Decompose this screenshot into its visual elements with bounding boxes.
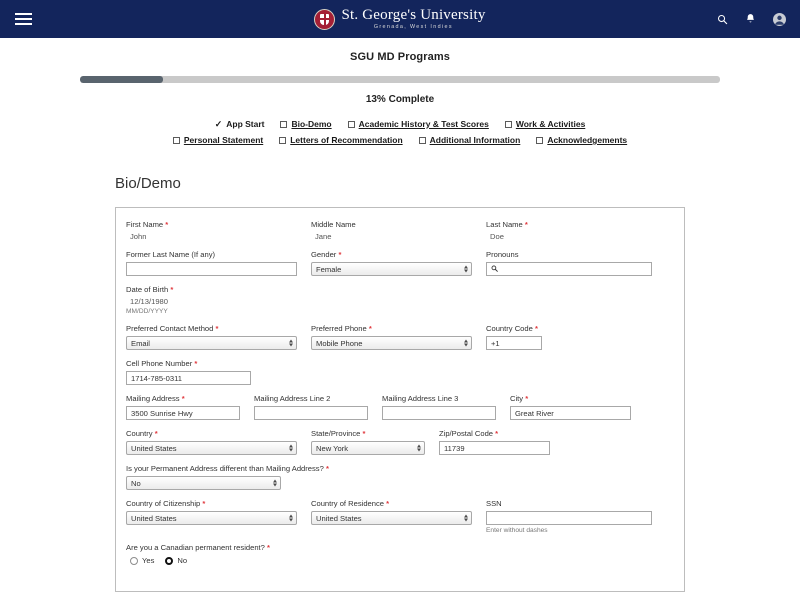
zip-label: Zip/Postal Code * (439, 429, 499, 438)
ssn-hint: Enter without dashes (486, 527, 548, 534)
required-marker: * (386, 499, 390, 508)
checkbox-icon (280, 121, 287, 128)
step-item-work-activities[interactable] (505, 119, 585, 129)
brand-logo (0, 0, 800, 38)
progress-fill (80, 76, 163, 83)
canadian-pr-label: Are you a Canadian permanent resident? * (126, 543, 270, 552)
ssn-input[interactable] (486, 511, 652, 525)
pronouns-search-input[interactable] (486, 262, 652, 276)
gender-select[interactable] (311, 262, 472, 276)
city-input[interactable]: Great River (510, 406, 631, 420)
date-of-birth-field (126, 285, 311, 315)
form-row-region (126, 429, 674, 455)
preferred-phone-select[interactable] (311, 336, 472, 350)
form-row-citizenship (126, 499, 674, 534)
citizenship-select[interactable] (126, 511, 297, 525)
step-item-letters-of-recommendation[interactable] (279, 135, 402, 145)
stepper-arrows-icon (289, 515, 293, 522)
step-label: Additional Information (429, 135, 521, 145)
nav-icon-group (717, 13, 800, 26)
step-label: Personal Statement (183, 135, 264, 145)
mailing-address-label: Mailing Address * (126, 394, 185, 403)
preferred-phone-label: Preferred Phone * (311, 324, 372, 333)
step-label: Letters of Recommendation (290, 135, 403, 145)
stepper-arrows-icon (464, 515, 468, 522)
city-field (510, 394, 645, 420)
residence-label: Country of Residence * (311, 499, 390, 508)
bio-demo-form (115, 207, 685, 592)
pronouns-field (486, 250, 666, 276)
section-title: Bio/Demo (115, 175, 181, 192)
checkbox-icon (173, 137, 180, 144)
country-code-label: Country Code * (486, 324, 538, 333)
mailing-line2-label: Mailing Address Line 2 (254, 394, 331, 403)
progress-bar (80, 76, 720, 83)
progress-percent-label: 13% Complete (365, 94, 435, 105)
residence-select[interactable] (311, 511, 472, 525)
country-field (126, 429, 311, 455)
required-marker: * (194, 359, 198, 368)
bell-icon[interactable] (745, 13, 756, 25)
contact-method-value: Email (131, 338, 150, 348)
university-crest-icon (314, 9, 335, 30)
country-value: United States (131, 443, 177, 453)
required-marker: * (495, 429, 499, 438)
required-marker: * (202, 499, 206, 508)
former-last-name-label: Former Last Name (If any) (126, 250, 216, 259)
step-row-1 (0, 119, 800, 129)
contact-method-select[interactable] (126, 336, 297, 350)
cell-phone-field (126, 359, 311, 385)
required-marker: * (534, 324, 538, 333)
zip-field (439, 429, 564, 455)
permanent-address-select[interactable] (126, 476, 281, 490)
form-row-cell (126, 359, 674, 385)
step-item-bio-demo[interactable] (280, 119, 331, 129)
step-item-acknowledgements[interactable] (536, 135, 627, 145)
progress-track (80, 76, 720, 83)
citizenship-field (126, 499, 311, 534)
required-marker: * (165, 220, 169, 229)
required-marker: * (524, 220, 528, 229)
avatar-icon[interactable] (773, 13, 786, 26)
mailing-address-input[interactable]: 3500 Sunrise Hwy (126, 406, 240, 420)
form-row-contact (126, 324, 674, 350)
form-row-canadian-pr (126, 543, 674, 565)
checkbox-icon (505, 121, 512, 128)
step-label: Acknowledgements (547, 135, 628, 145)
checkbox-icon (419, 137, 426, 144)
required-marker: * (325, 464, 329, 473)
radio-label: No (177, 556, 188, 565)
next-question-cutoff (126, 572, 674, 581)
required-marker: * (267, 543, 270, 552)
checkbox-icon (536, 137, 543, 144)
preferred-phone-field (311, 324, 486, 350)
date-of-birth-value: 12/13/1980 (130, 297, 169, 306)
page-content (0, 51, 800, 592)
first-name-field (126, 220, 311, 241)
check-icon: ✓ (214, 118, 223, 129)
date-of-birth-hint: MM/DD/YYYY (126, 308, 168, 315)
hamburger-menu-icon[interactable] (0, 13, 46, 25)
stepper-arrows-icon (464, 340, 468, 347)
gender-label: Gender * (311, 250, 342, 259)
top-navigation-bar (0, 0, 800, 38)
checkbox-icon (348, 121, 355, 128)
mailing-line2-input[interactable] (254, 406, 368, 420)
gender-field (311, 250, 486, 276)
form-row-gender (126, 250, 674, 276)
mailing-address-field (126, 394, 254, 420)
citizenship-label: Country of Citizenship * (126, 499, 206, 508)
state-field (311, 429, 439, 455)
radio-label: Yes (142, 556, 155, 565)
former-last-name-field (126, 250, 311, 276)
stepper-arrows-icon (273, 480, 277, 487)
country-label: Country * (126, 429, 158, 438)
cell-phone-input[interactable]: 1714-785-0311 (126, 371, 251, 385)
citizenship-value: United States (131, 513, 177, 523)
page-title: SGU MD Programs (350, 51, 450, 63)
form-row-dob (126, 285, 674, 315)
search-icon[interactable] (717, 14, 728, 25)
stepper-arrows-icon (289, 340, 293, 347)
city-label: City * (510, 394, 529, 403)
zip-input[interactable]: 11739 (439, 441, 550, 455)
first-name-value: John (130, 232, 147, 241)
last-name-field (486, 220, 661, 241)
ssn-field (486, 499, 666, 534)
step-row-2 (0, 135, 800, 145)
middle-name-field (311, 220, 486, 241)
step-item-additional-information[interactable] (419, 135, 521, 145)
required-marker: * (181, 394, 185, 403)
step-item-personal-statement[interactable] (173, 135, 263, 145)
step-label: Bio-Demo (291, 119, 332, 129)
state-select[interactable] (311, 441, 425, 455)
form-row-address (126, 394, 674, 420)
brand-name: St. George's University (341, 7, 486, 24)
stepper-arrows-icon (464, 266, 468, 273)
radio-icon (130, 557, 138, 565)
required-marker: * (154, 429, 158, 438)
radio-icon (165, 557, 173, 565)
required-marker: * (525, 394, 529, 403)
step-item-app-start (215, 119, 265, 129)
form-row-permanent (126, 464, 674, 490)
mailing-line3-label: Mailing Address Line 3 (382, 394, 459, 403)
middle-name-label: Middle Name (311, 220, 356, 229)
mailing-line2-field (254, 394, 382, 420)
date-of-birth-label: Date of Birth * (126, 285, 174, 294)
former-last-name-input[interactable] (126, 262, 297, 276)
state-value: New York (316, 443, 349, 453)
country-select[interactable] (126, 441, 297, 455)
canadian-pr-radio-no[interactable] (165, 556, 187, 565)
country-code-input[interactable]: +1 (486, 336, 542, 350)
first-name-label: First Name * (126, 220, 169, 229)
required-marker: * (368, 324, 372, 333)
residence-value: United States (316, 513, 362, 523)
preferred-phone-value: Mobile Phone (316, 338, 363, 348)
required-marker: * (170, 285, 174, 294)
step-navigation (0, 119, 800, 145)
mailing-line3-field (382, 394, 510, 420)
last-name-label: Last Name * (486, 220, 528, 229)
state-label: State/Province * (311, 429, 366, 438)
stepper-arrows-icon (417, 445, 421, 452)
country-code-field (486, 324, 556, 350)
form-row-names (126, 220, 674, 241)
gender-value: Female (316, 264, 342, 274)
stepper-arrows-icon (289, 445, 293, 452)
required-marker: * (338, 250, 342, 259)
contact-method-field (126, 324, 311, 350)
last-name-value: Doe (490, 232, 504, 241)
permanent-address-label: Is your Permanent Address different than Mailing Address? * (126, 464, 329, 473)
checkbox-icon (279, 137, 286, 144)
ssn-label: SSN (486, 499, 502, 508)
permanent-address-field (126, 464, 386, 490)
canadian-pr-radio-group (126, 556, 512, 565)
cell-phone-label: Cell Phone Number * (126, 359, 198, 368)
search-icon (491, 265, 498, 274)
contact-method-label: Preferred Contact Method * (126, 324, 219, 333)
residence-field (311, 499, 486, 534)
required-marker: * (215, 324, 219, 333)
step-label: App Start (226, 119, 265, 129)
permanent-address-value: No (131, 478, 141, 488)
pronouns-label: Pronouns (486, 250, 519, 259)
middle-name-value: Jane (315, 232, 332, 241)
step-label: Academic History & Test Scores (358, 119, 489, 129)
canadian-pr-field (126, 543, 526, 565)
step-item-academic-history-test-scores[interactable] (348, 119, 489, 129)
required-marker: * (362, 429, 366, 438)
step-label: Work & Activities (515, 119, 586, 129)
brand-subtitle: Grenada, West Indies (373, 23, 454, 30)
canadian-pr-radio-yes[interactable] (130, 556, 154, 565)
mailing-line3-input[interactable] (382, 406, 496, 420)
